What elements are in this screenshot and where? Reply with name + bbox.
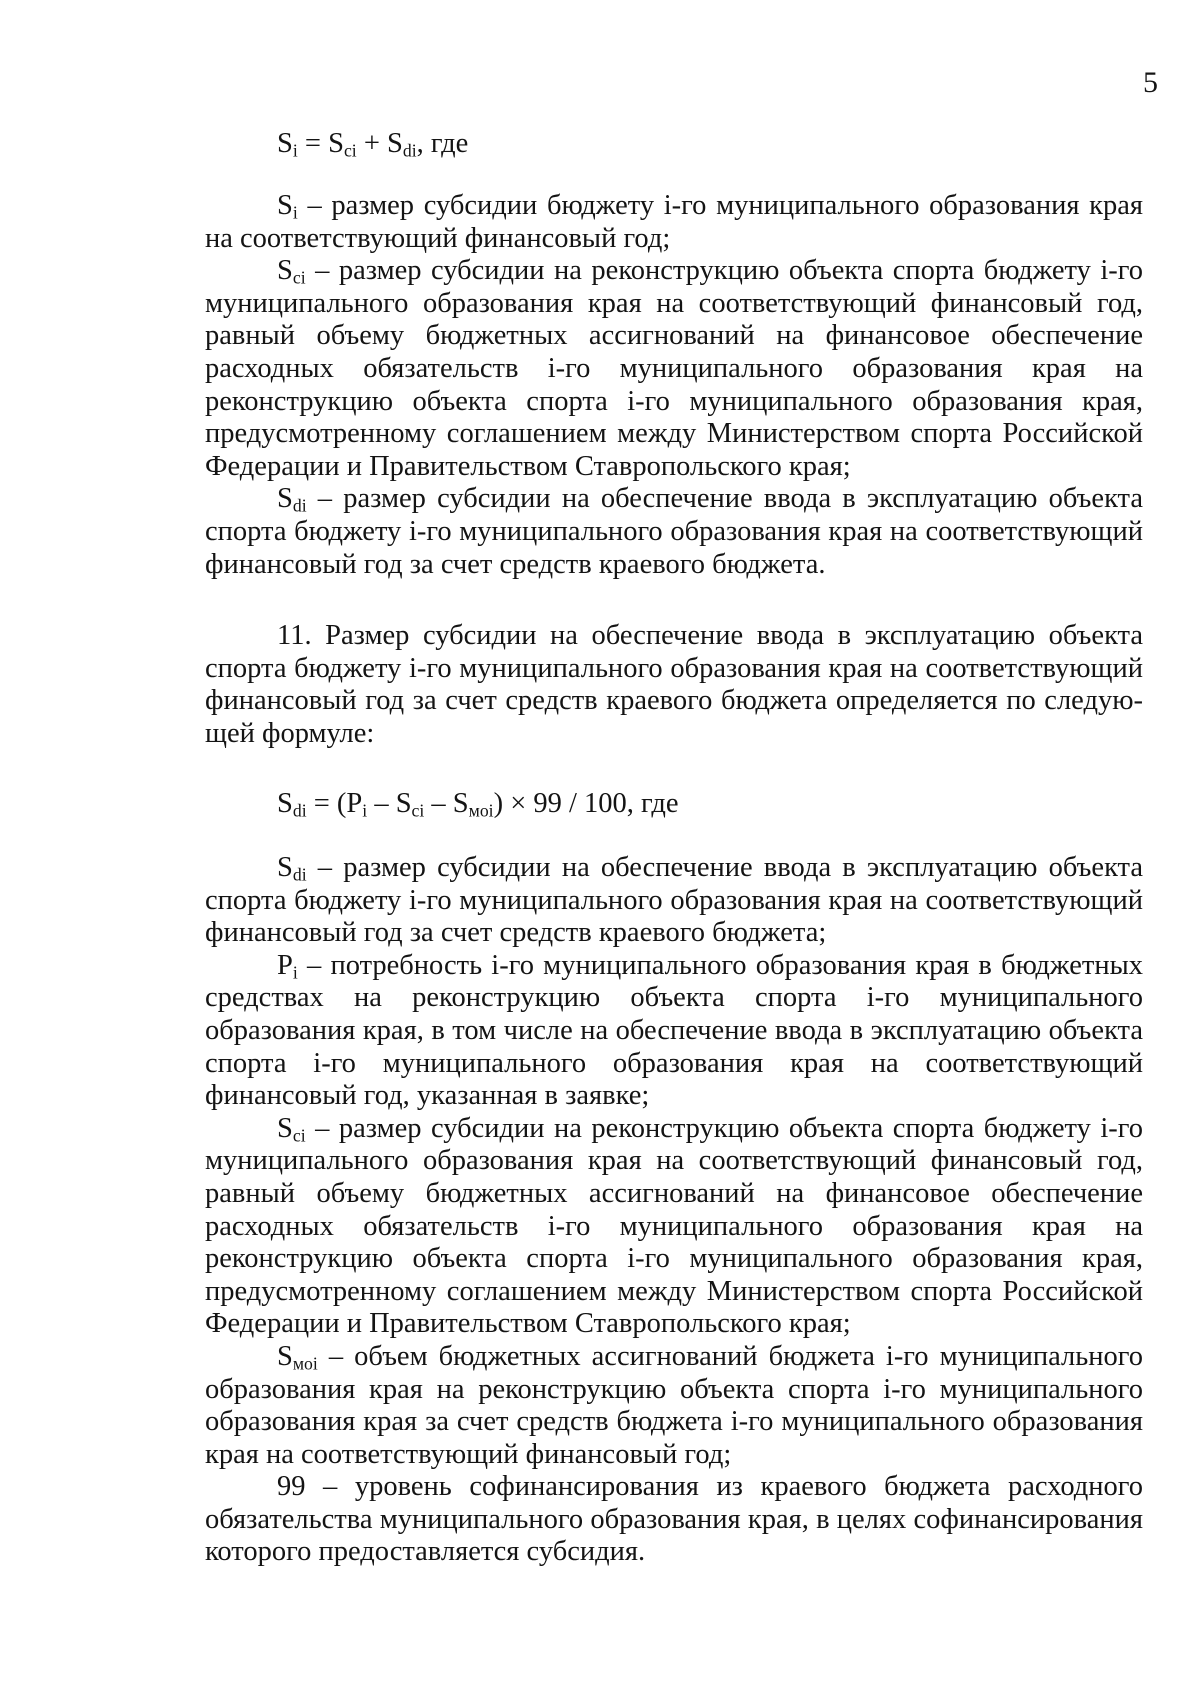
definitions-block-1 xyxy=(205,190,1143,581)
formula-sdi: $S_{di} = (P_i - S_{ci} - S_{мoi}) \times 99 / 100$, где xyxy=(277,788,679,821)
definition-smoi: $S_{мoi}$ – объем бюджетных ассигнований бюджета i-го муниципального образования края на реконструкцию объекта спорта i-го муниципального образования края за счет средств бюджета i-го муниципального образования края на соответствующий финансовый год; xyxy=(205,1340,1143,1470)
formula-sdi-block xyxy=(205,788,1143,821)
definition-sdi-2: $S_{di}$ – размер субсидии на обеспечение ввода в эксплуатацию объекта спорта бюджету i-го муниципального образования края на соответствующий финансовый год за счет средств краевого бюджета; xyxy=(205,852,1143,949)
definition-si: $S_i$ – размер субсидии бюджету i-го муниципального образования края на соответствующий финансовый год; xyxy=(205,190,1143,254)
definition-sci: $S_{ci}$ – размер субсидии на реконструкцию объекта спорта бюджету i-го муниципального образования края на соответствующий финансовый год, равный объему бюджетных ассигнований на финансовое обеспечение расходных обязательств i-го муниципального образования края на реконструкцию объекта спорта i-го муниципального образования края, предусмотренному соглашением между Министерством спорта Российской Федерации и Правительством Ставропольского края; xyxy=(205,255,1143,482)
definition-pi: $P_i$ – потребность i-го муниципального образования края в бюджетных средствах на реконструкцию объекта спорта i-го муниципального образования края, в том числе на обеспечение ввода в эксплуатацию объекта спорта i-го муниципального образования края на соответствующий финансовый год, указанная в заявке; xyxy=(205,949,1143,1112)
definition-cofinancing-level: 99 – уровень софинансирования из краевого бюджета расходного обязательства муниципального образования края, в целях софинансирования которого предоставляется субсидия. xyxy=(205,1471,1143,1568)
definitions-block-2 xyxy=(205,852,1143,1569)
formula-si: $S_i = S_{ci} + S_{di}$, где xyxy=(277,128,469,161)
page-number: 5 xyxy=(1143,66,1158,99)
section-11-block xyxy=(205,620,1143,750)
definition-sdi: $S_{di}$ – размер субсидии на обеспечение ввода в эксплуатацию объекта спорта бюджету i-го муниципального образования края на соответствующий финансовый год за счет средств краевого бюджета. xyxy=(205,483,1143,580)
definition-sci-2: $S_{ci}$ – размер субсидии на реконструкцию объекта спорта бюджету i-го муниципального образования края на соответствующий финансовый год, равный объему бюджетных ассигнований на финансовое обеспечение расходных обязательств i-го муниципального образования края на реконструкцию объекта спорта i-го муниципального образования края, предусмотренному соглашением между Министерством спорта Российской Федерации и Правительством Ставропольского края; xyxy=(205,1112,1143,1340)
formula-si-block xyxy=(205,128,1143,161)
section-11-paragraph: 11. Размер субсидии на обеспечение ввода в эксплуатацию объекта спорта бюджету i-го муниципального образования края на соответствующий финансовый год за счет средств краевого бюджета определяется по следующей формуле: xyxy=(205,620,1143,749)
